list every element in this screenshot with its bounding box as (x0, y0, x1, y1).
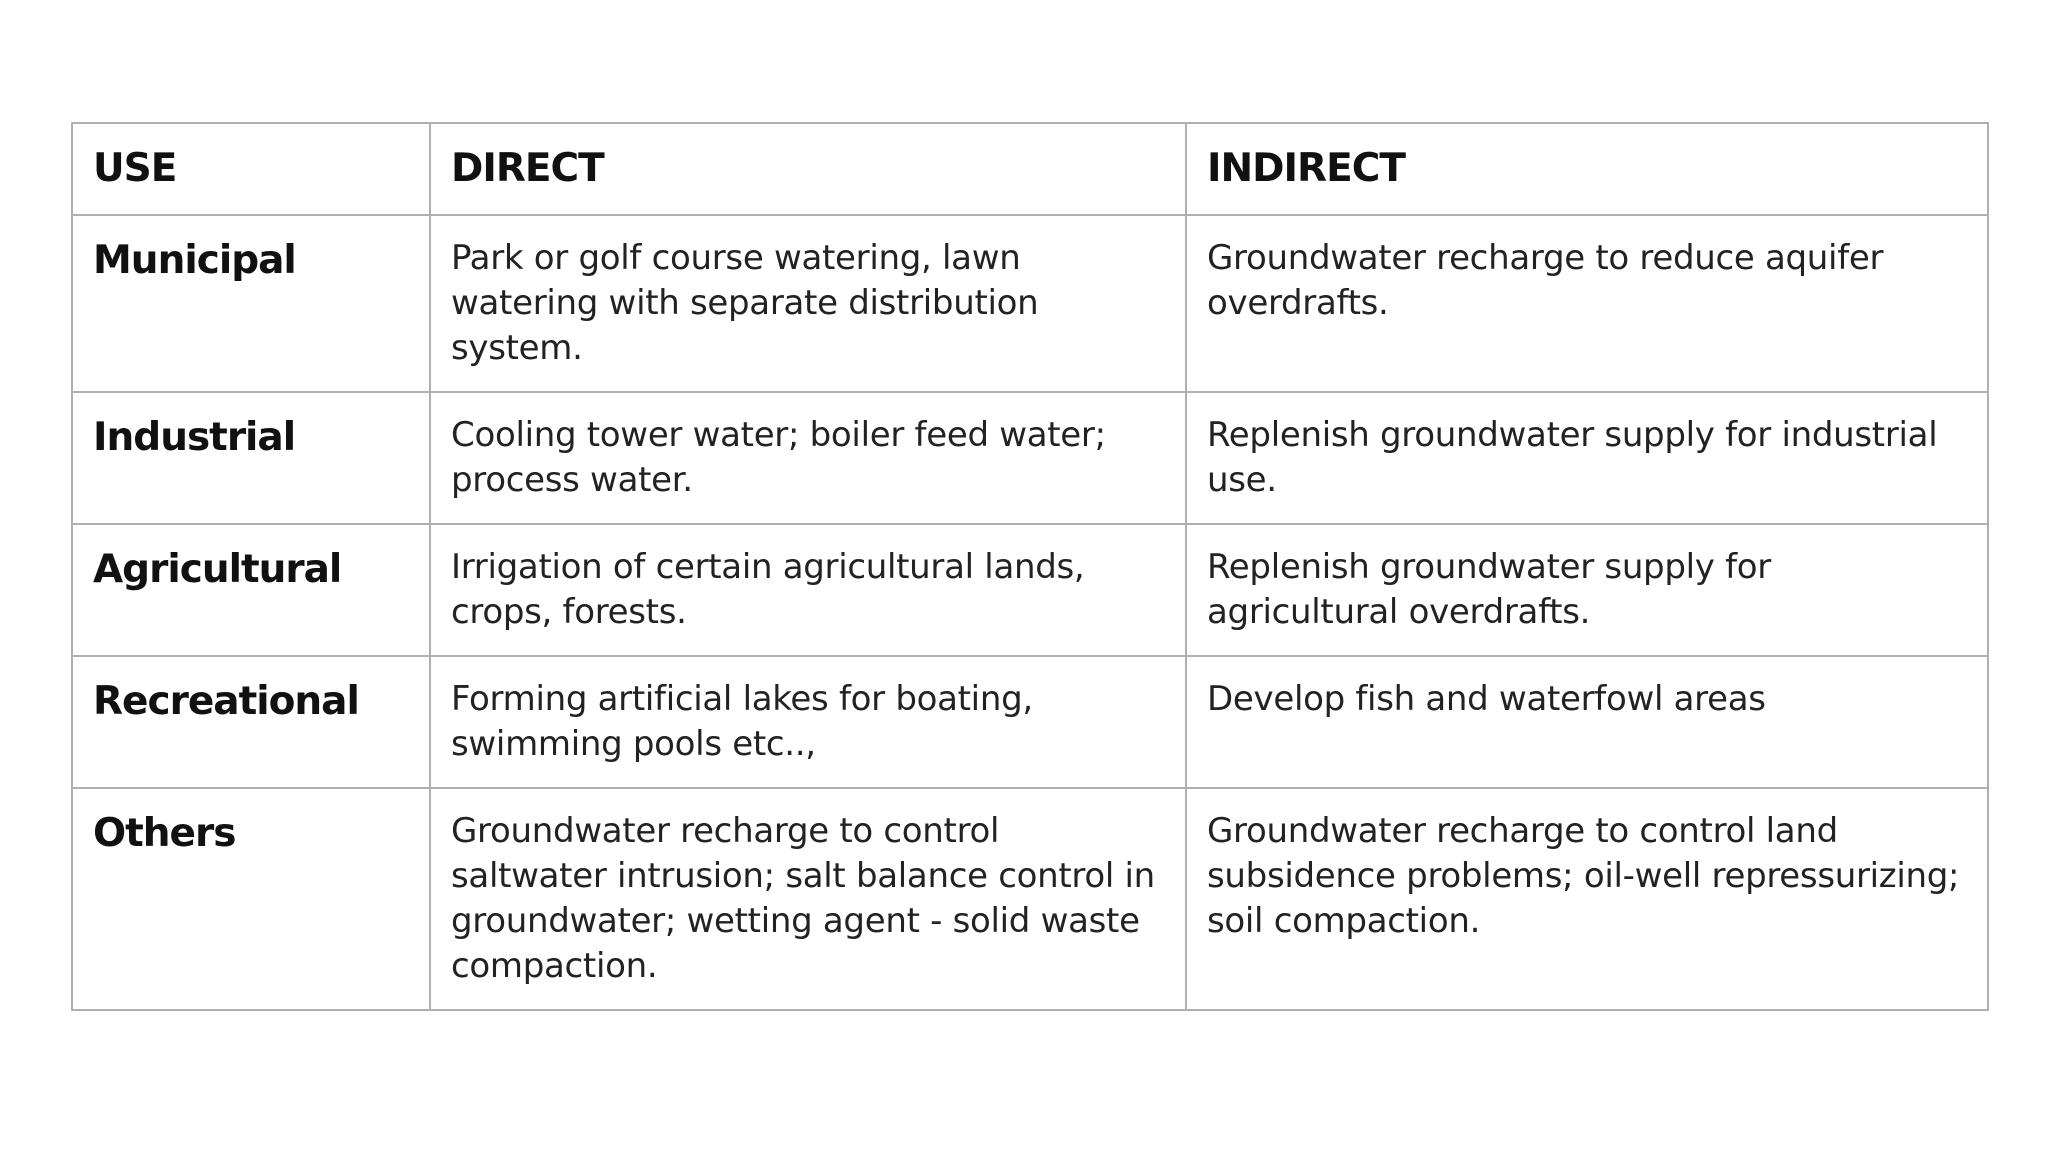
header-direct: DIRECT (430, 123, 1186, 215)
header-row (72, 123, 1988, 215)
table-row (72, 392, 1988, 524)
header-indirect: INDIRECT (1186, 123, 1988, 215)
use-cell: Recreational (72, 656, 430, 788)
water-reuse-table (71, 122, 1989, 1011)
table-body (72, 215, 1988, 1010)
indirect-cell: Develop fish and waterfowl areas (1186, 656, 1988, 788)
use-cell: Municipal (72, 215, 430, 392)
direct-cell: Forming artificial lakes for boating, swimming pools etc.., (430, 656, 1186, 788)
table-row (72, 524, 1988, 656)
direct-cell: Park or golf course watering, lawn watering with separate distribution system. (430, 215, 1186, 392)
indirect-cell: Replenish groundwater supply for agricultural overdrafts. (1186, 524, 1988, 656)
direct-cell: Cooling tower water; boiler feed water; process water. (430, 392, 1186, 524)
header-use: USE (72, 123, 430, 215)
table-row (72, 215, 1988, 392)
use-cell: Industrial (72, 392, 430, 524)
indirect-cell: Replenish groundwater supply for industrial use. (1186, 392, 1988, 524)
water-reuse-table-container (71, 122, 1987, 1011)
indirect-cell: Groundwater recharge to reduce aquifer overdrafts. (1186, 215, 1988, 392)
use-cell: Others (72, 788, 430, 1010)
indirect-cell: Groundwater recharge to control land subsidence problems; oil-well repressurizing; soil compaction. (1186, 788, 1988, 1010)
use-cell: Agricultural (72, 524, 430, 656)
table-header (72, 123, 1988, 215)
table-row (72, 656, 1988, 788)
table-row (72, 788, 1988, 1010)
direct-cell: Irrigation of certain agricultural lands, crops, forests. (430, 524, 1186, 656)
direct-cell: Groundwater recharge to control saltwater intrusion; salt balance control in groundwater; wetting agent - solid waste compaction. (430, 788, 1186, 1010)
